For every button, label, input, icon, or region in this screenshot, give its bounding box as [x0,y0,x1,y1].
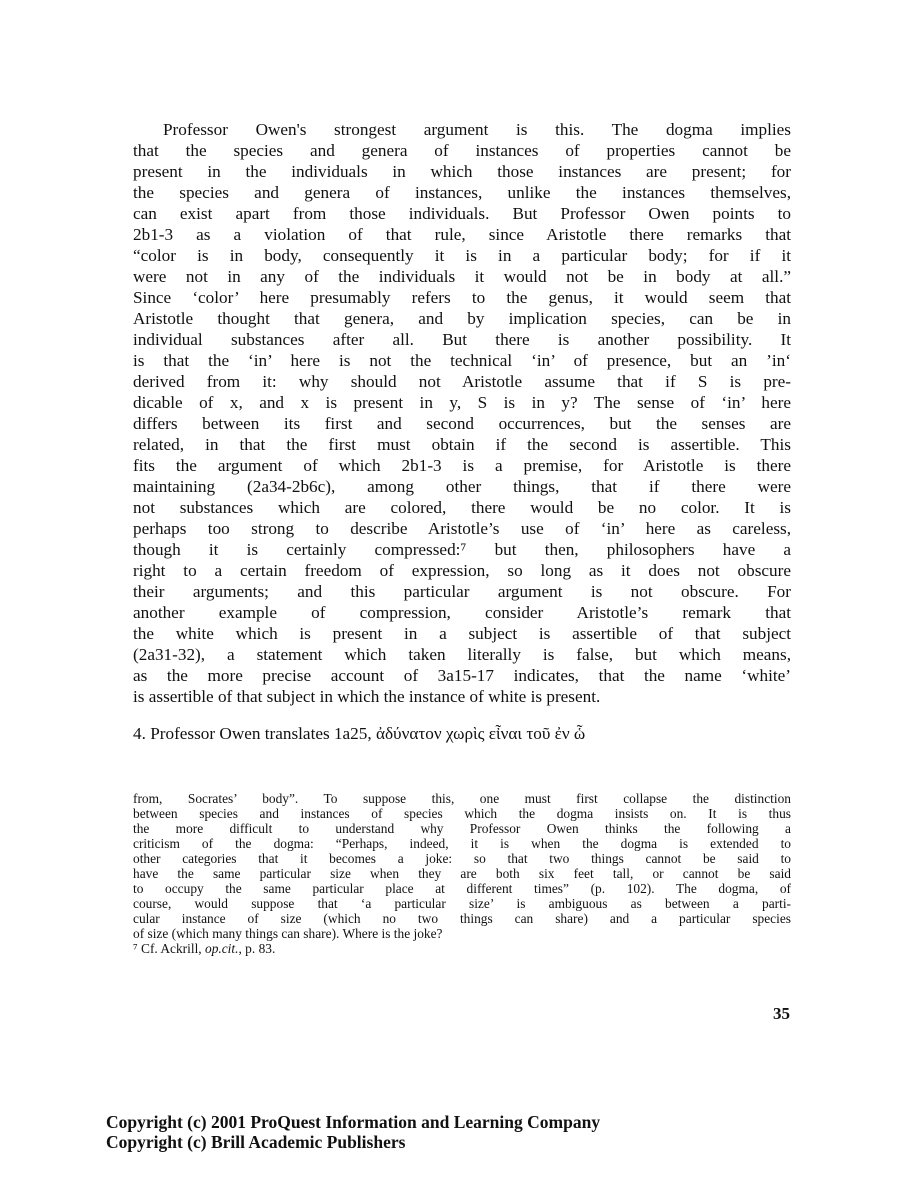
text-line: derived from it: why should not Aristotle assume that if S is pre- [133,372,791,391]
note-heading-text: 4. Professor Owen translates 1a25, ἀδύνατον χωρὶς εἶναι τοῦ ἐν ὧ [133,724,586,743]
note-heading [133,723,791,744]
text-line: perhaps too strong to describe Aristotle’s use of ‘in’ here as careless, [133,519,791,538]
footnote-text: Cf. Ackrill, [137,941,205,956]
text-line: dicable of x, and x is present in y, S is in y? The sense of ‘in’ here [133,393,791,412]
text-line: course, would suppose that ‘a particular size’ is ambiguous as between a parti- [133,896,791,911]
text-line: can exist apart from those individuals. But Professor Owen points to [133,204,791,223]
page-number: 35 [773,1004,790,1023]
text-line: of size (which many things can share). Where is the joke? [133,926,443,941]
text-line: related, in that the first must obtain if the second is assertible. This [133,435,791,454]
text-line: differs between its first and second occurrences, but the senses are [133,414,791,433]
text-line: not substances which are colored, there would be no color. It is [133,498,791,517]
text-line: the more difficult to understand why Professor Owen thinks the following a [133,821,791,836]
copyright-notice [106,1112,600,1152]
copyright-line: Copyright (c) 2001 ProQuest Information and Learning Company [106,1112,601,1132]
text-line: have the same particular size when they are both six feet tall, or cannot be said [133,866,791,881]
text-line: cular instance of size (which no two things can share) and a particular species [133,911,791,926]
text-line: present in the individuals in which those instances are present; for [133,162,791,181]
footnote-italic: op.cit. [205,941,239,956]
text-line: that the species and genera of instances of properties cannot be [133,141,791,160]
text-line: 2b1-3 as a violation of that rule, since Aristotle there remarks that [133,225,791,244]
text-line: Professor Owen's strongest argument is this. The dogma implies [163,120,791,139]
text-line: other categories that it becomes a joke: so that two things cannot be said to [133,851,791,866]
text-line: from, Socrates’ body”. To suppose this, one must first collapse the distinction [133,791,791,806]
text-line: as the more precise account of 3a15-17 indicates, that the name ‘white’ [133,666,791,685]
text-line: another example of compression, consider Aristotle’s remark that [133,603,791,622]
footnote-text: , p. 83. [238,941,276,956]
text-line: is that the ‘in’ here is not the technical ‘in’ of presence, but an ’in‘ [133,351,791,370]
text-line: the white which is present in a subject is assertible of that subject [133,624,791,643]
text-line: the species and genera of instances, unlike the instances themselves, [133,183,791,202]
text-line: their arguments; and this particular argument is not obscure. For [133,582,791,601]
main-paragraph [133,119,791,707]
text-line: were not in any of the individuals it would not be in body at all.” [133,267,791,286]
footnote-marker: ⁷ [133,941,138,956]
text-line: maintaining (2a34-2b6c), among other things, that if there were [133,477,791,496]
text-line: Aristotle thought that genera, and by implication species, can be in [133,309,791,328]
text-line: “color is in body, consequently it is in a particular body; for if it [133,246,791,265]
text-line: criticism of the dogma: “Perhaps, indeed, it is when the dogma is extended to [133,836,791,851]
text-line: fits the argument of which 2b1-3 is a premise, for Aristotle is there [133,456,791,475]
text-line: between species and instances of species which the dogma insists on. It is thus [133,806,791,821]
text-line: is assertible of that subject in which the instance of white is present. [133,687,601,706]
footnotes [133,791,791,956]
footnote-7 [133,941,791,956]
text-line: individual substances after all. But there is another possibility. It [133,330,791,349]
text-line: (2a31-32), a statement which taken literally is false, but which means, [133,645,791,664]
text-line: Since ‘color’ here presumably refers to the genus, it would seem that [133,288,791,307]
text-line: to occupy the same particular place at different times” (p. 102). The dogma, of [133,881,791,896]
copyright-line: Copyright (c) Brill Academic Publishers [106,1132,406,1152]
text-line: though it is certainly compressed:⁷ but then, philosophers have a [133,540,791,559]
text-line: right to a certain freedom of expression, so long as it does not obscure [133,561,791,580]
